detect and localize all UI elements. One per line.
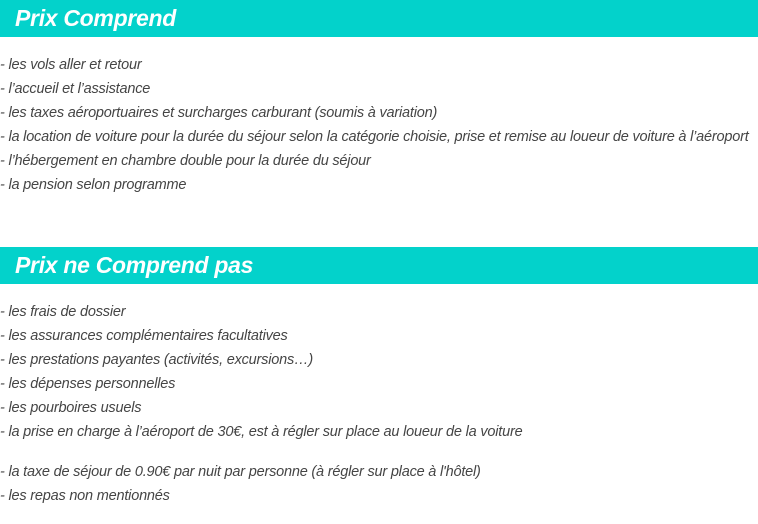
included-item: - les vols aller et retour <box>0 57 142 73</box>
not-included-item: - les frais de dossier <box>0 304 126 320</box>
not-included-item: - les prestations payantes (activités, excursions…) <box>0 352 313 368</box>
not-included-list <box>0 300 522 508</box>
not-included-item: - la prise en charge à l’aéroport de 30€, est à régler sur place au loueur de la voiture <box>0 424 523 440</box>
not-included-section-title: Prix ne Comprend pas <box>15 252 254 278</box>
included-item: - les taxes aéroportuaires et surcharges carburant (soumis à variation) <box>0 105 438 121</box>
included-section-title: Prix Comprend <box>15 5 176 31</box>
included-item: - la pension selon programme <box>0 177 187 193</box>
included-section-header <box>0 0 758 37</box>
not-included-item: - les repas non mentionnés <box>0 488 170 504</box>
included-item: - la location de voiture pour la durée du séjour selon la catégorie choisie, prise et remise au loueur de voiture à l’aéroport <box>0 129 749 145</box>
included-list <box>0 53 749 197</box>
not-included-item: - les assurances complémentaires facultatives <box>0 328 288 344</box>
not-included-item: - les pourboires usuels <box>0 400 142 416</box>
not-included-section-header <box>0 247 758 284</box>
included-item: - l’accueil et l’assistance <box>0 81 151 97</box>
not-included-item: - la taxe de séjour de 0.90€ par nuit par personne (à régler sur place à l'hôtel) <box>0 464 481 480</box>
not-included-item: - les dépenses personnelles <box>0 376 176 392</box>
included-item: - l’hébergement en chambre double pour la durée du séjour <box>0 153 371 169</box>
